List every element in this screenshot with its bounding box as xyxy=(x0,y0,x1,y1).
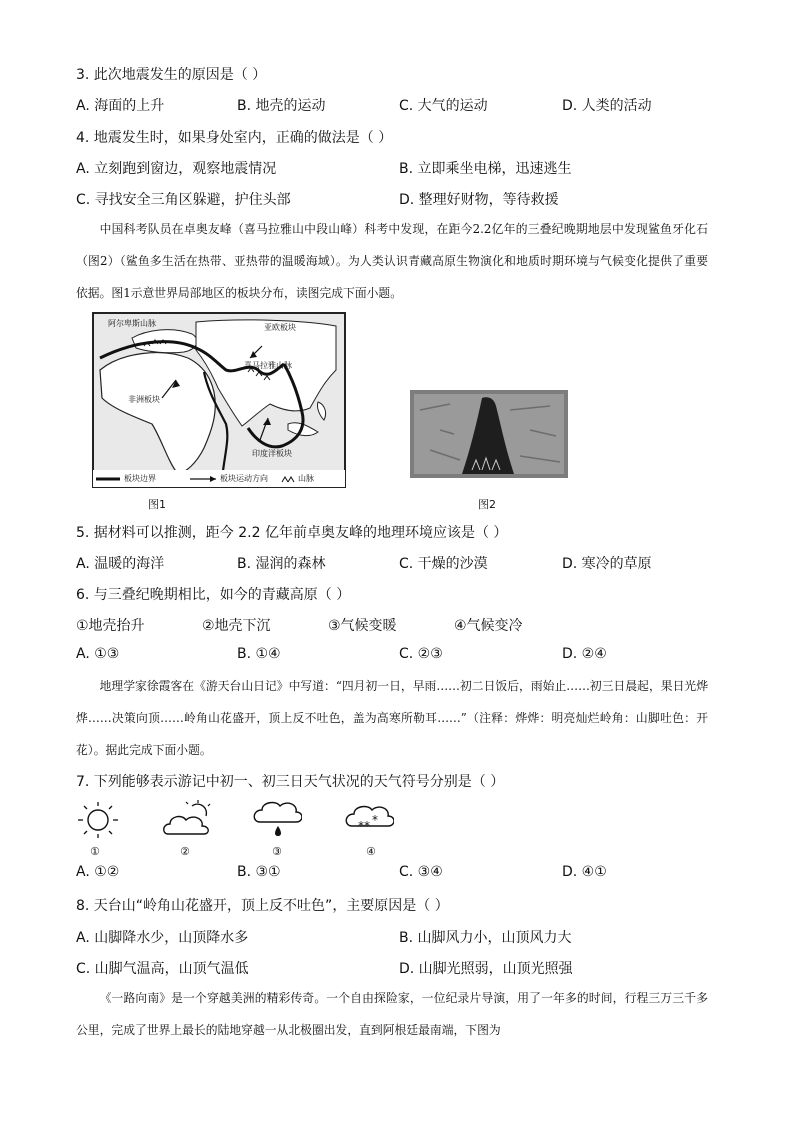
q4-option-d: D. 整理好财物，等待救援 xyxy=(399,192,559,208)
symbol-label-1: ① xyxy=(90,845,100,858)
legend-plate-boundary: 板块边界 xyxy=(124,474,156,483)
q6-statement-4: ④气候变冷 xyxy=(454,618,523,634)
q6-option-b: B. ①④ xyxy=(237,646,281,662)
question-3-stem: 3. 此次地震发生的原因是（ ） xyxy=(76,67,267,83)
figure-1-plate-map xyxy=(92,312,346,488)
label-eurasian-plate: 亚欧板块 xyxy=(264,323,296,332)
q7-option-d: D. ④① xyxy=(562,864,607,880)
q8-option-b: B. 山脚风力小，山顶风力大 xyxy=(399,930,572,946)
question-5-stem: 5. 据材料可以推测，距今 2.2 亿年前卓奥友峰的地理环境应该是（ ） xyxy=(76,525,508,541)
passage-shark-fossil xyxy=(76,213,708,309)
q7-option-b: B. ③① xyxy=(237,864,281,880)
legend-mountain: 山脉 xyxy=(298,474,314,483)
label-indian-ocean-plate: 印度洋板块 xyxy=(252,449,292,458)
symbol-label-4: ④ xyxy=(366,845,376,858)
figure-2-caption: 图2 xyxy=(478,498,496,511)
label-alps: 阿尔卑斯山脉 xyxy=(108,319,156,328)
partly-cloudy-icon xyxy=(162,800,212,844)
passage-heading-south xyxy=(76,982,708,1046)
q5-option-b: B. 湿润的森林 xyxy=(237,556,326,572)
q3-option-b: B. 地壳的运动 xyxy=(237,98,326,114)
q8-option-a: A. 山脚降水少，山顶降水多 xyxy=(76,930,249,946)
passage-2-text: 地理学家徐霞客在《游天台山日记》中写道：“四月初一日，早雨……初二日饭后，雨始止……初三日晨起，果日光烨烨……决策向顶……岭角山花盛开，顶上反不吐色，盖为高寒所勒耳……”（注释：烨烨：明亮灿烂岭角：山脚吐色：开花）。据此完成下面小题。 xyxy=(76,679,708,757)
q8-option-d: D. 山脚光照弱，山顶光照强 xyxy=(399,961,573,977)
q4-option-b: B. 立即乘坐电梯，迅速逃生 xyxy=(399,161,572,177)
q8-option-c: C. 山脚气温高，山顶气温低 xyxy=(76,961,249,977)
question-6-stem: 6. 与三叠纪晚期相比，如今的青藏高原（ ） xyxy=(76,587,351,603)
q3-option-c: C. 大气的运动 xyxy=(399,98,488,114)
question-7-stem: 7. 下列能够表示游记中初一、初三日天气状况的天气符号分别是（ ） xyxy=(76,774,505,790)
svg-text:*: * xyxy=(372,813,378,827)
passage-3-text: 《一路向南》是一个穿越美洲的精彩传奇。一个自由探险家，一位纪录片导演，用了一年多的时间，行程三万三千多公里，完成了世界上最长的陆地穿越一从北极圈出发，直到阿根廷最南端，下图为 xyxy=(76,991,708,1037)
figure-1-caption: 图1 xyxy=(148,498,166,511)
question-8-stem: 8. 天台山“岭角山花盛开，顶上反不吐色”，主要原因是（ ） xyxy=(76,898,449,914)
figure-2-shark-tooth-photo xyxy=(410,390,568,478)
q5-option-a: A. 温暖的海洋 xyxy=(76,556,165,572)
symbol-label-2: ② xyxy=(180,845,190,858)
q5-option-d: D. 寒冷的草原 xyxy=(562,556,652,572)
sunny-icon xyxy=(76,800,120,844)
svg-text:**: ** xyxy=(358,819,370,833)
fossil-photo-graphic xyxy=(410,390,568,478)
q3-option-a: A. 海面的上升 xyxy=(76,98,165,114)
q5-option-c: C. 干燥的沙漠 xyxy=(399,556,488,572)
q6-statement-3: ③气候变暖 xyxy=(328,618,397,634)
q6-statement-1: ①地壳抬升 xyxy=(76,618,145,634)
snow-icon xyxy=(344,800,394,844)
label-himalaya: 喜马拉雅山脉 xyxy=(244,361,292,370)
legend-plate-movement: 板块运动方向 xyxy=(220,474,268,483)
q6-option-a: A. ①③ xyxy=(76,646,120,662)
passage-1-text: 中国科考队员在卓奥友峰（喜马拉雅山中段山峰）科考中发现，在距今2.2亿年的三叠纪晚期地层中发现鲨鱼牙化石（图2）（鲨鱼多生活在热带、亚热带的温暖海域）。为人类认识青藏高原生物演化和地质时期环境与气候变化提供了重要依据。图1示意世界局部地区的板块分布，读图完成下面小题。 xyxy=(76,222,708,300)
q6-statement-2: ②地壳下沉 xyxy=(202,618,271,634)
symbol-label-3: ③ xyxy=(272,845,282,858)
q4-option-c: C. 寻找安全三角区躲避，护住头部 xyxy=(76,192,291,208)
q3-option-d: D. 人类的活动 xyxy=(562,98,652,114)
passage-tiantai-diary xyxy=(76,670,708,766)
q4-option-a: A. 立刻跑到窗边，观察地震情况 xyxy=(76,161,277,177)
q6-option-c: C. ②③ xyxy=(399,646,443,662)
q6-option-d: D. ②④ xyxy=(562,646,607,662)
rain-icon xyxy=(252,800,302,848)
q7-option-c: C. ③④ xyxy=(399,864,443,880)
question-4-stem: 4. 地震发生时，如果身处室内，正确的做法是（ ） xyxy=(76,130,393,146)
q7-option-a: A. ①② xyxy=(76,864,120,880)
label-african-plate: 非洲板块 xyxy=(128,395,160,404)
